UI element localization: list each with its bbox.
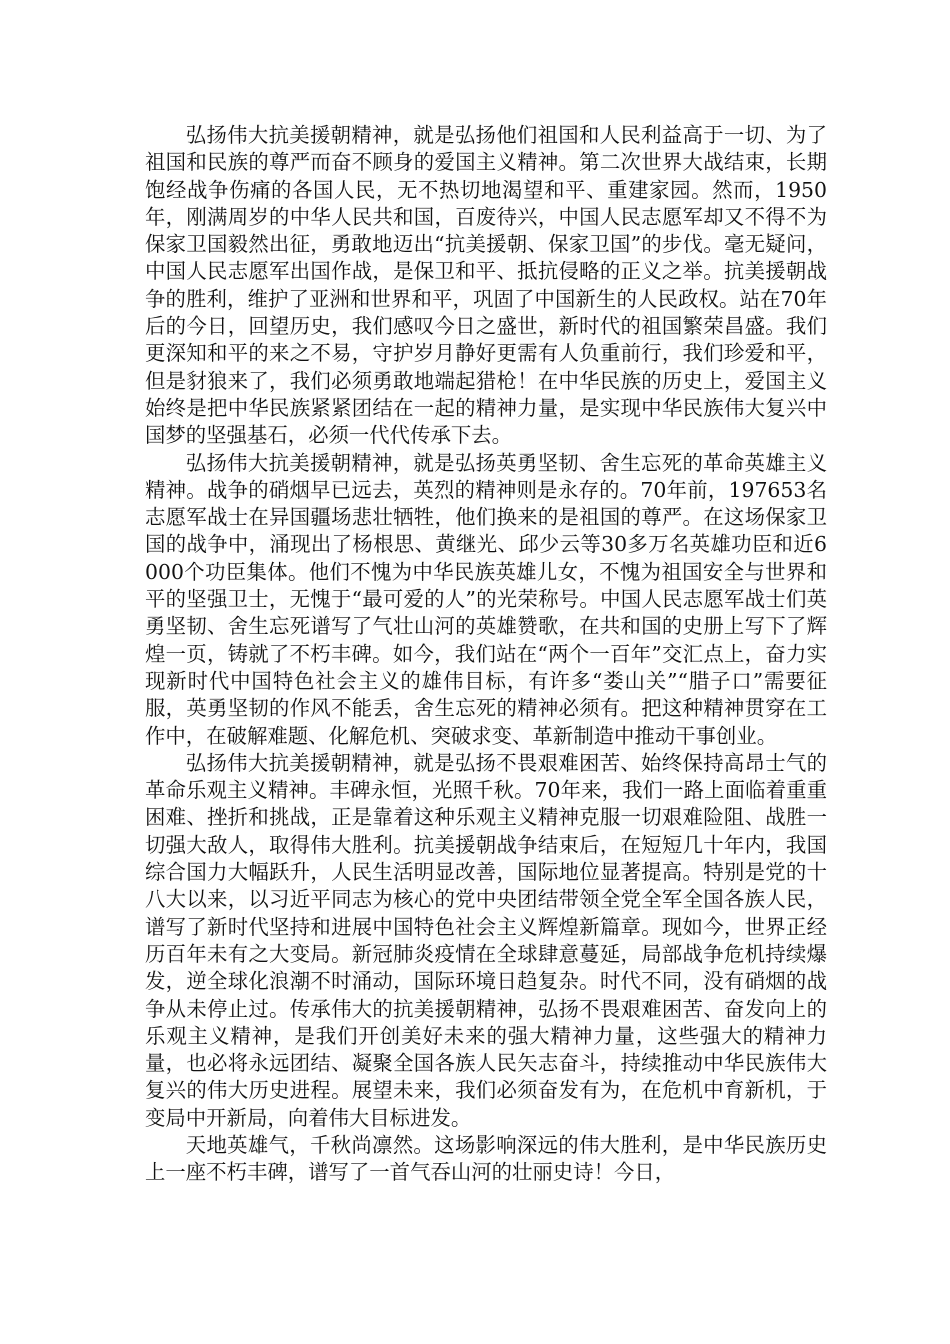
paragraph-patriotism: 弘扬伟大抗美援朝精神，就是弘扬他们祖国和人民利益高于一切、为了祖国和民族的尊严而奋不顾身的爱国主义精神。第二次世界大战结束，长期饱经战争伤痛的各国人民，无不热切地渴望和平、重建家园。然而，1950年，刚满周岁的中华人民共和国，百废待兴，中国人民志愿军却又不得不为保家卫国毅然出征，勇敢地迈出“抗美援朝、保家卫国”的步伐。毫无疑问，中国人民志愿军出国作战，是保卫和平、抵抗侵略的正义之举。抗美援朝战争的胜利，维护了亚洲和世界和平，巩固了中国新生的人民政权。站在70年后的今日，回望历史，我们感叹今日之盛世，新时代的祖国繁荣昌盛。我们更深知和平的来之不易，守护岁月静好更需有人负重前行，我们珍爱和平，但是豺狼来了，我们必须勇敢地端起猎枪！在中华民族的历史上，爱国主义始终是把中华民族紧紧团结在一起的精神力量，是实现中华民族伟大复兴中国梦的坚强基石，必须一代代传承下去。 (145, 123, 827, 448)
document-body (145, 122, 827, 1187)
paragraph-optimism: 弘扬伟大抗美援朝精神，就是弘扬不畏艰难困苦、始终保持高昂士气的革命乐观主义精神。丰碑永恒，光照千秋。70年来，我们一路上面临着重重困难、挫折和挑战，正是靠着这种乐观主义精神克服一切艰难险阻、战胜一切强大敌人，取得伟大胜利。抗美援朝战争结束后，在短短几十年内，我国综合国力大幅跃升，人民生活明显改善，国际地位显著提高。特别是党的十八大以来，以习近平同志为核心的党中央团结带领全党全军全国各族人民，谱写了新时代坚持和进展中国特色社会主义辉煌新篇章。现如今，世界正经历百年未有之大变局。新冠肺炎疫情在全球肆意蔓延，局部战争危机持续爆发，逆全球化浪潮不时涌动，国际环境日趋复杂。时代不同，没有硝烟的战争从未停止过。传承伟大的抗美援朝精神，弘扬不畏艰难困苦、奋发向上的乐观主义精神，是我们开创美好未来的强大精神力量，这些强大的精神力量，也必将永远团结、凝聚全国各族人民矢志奋斗，持续推动中华民族伟大复兴的伟大历史进程。展望未来，我们必须奋发有为，在危机中育新机，于变局中开新局，向着伟大目标进发。 (145, 750, 827, 1130)
paragraph-conclusion: 天地英雄气，千秋尚凛然。这场影响深远的伟大胜利，是中华民族历史上一座不朽丰碑，谱写了一首气吞山河的壮丽史诗！今日， (145, 1132, 827, 1185)
paragraph-heroism: 弘扬伟大抗美援朝精神，就是弘扬英勇坚韧、舍生忘死的革命英雄主义精神。战争的硝烟早已远去，英烈的精神则是永存的。70年前，197653名志愿军战士在异国疆场悲壮牺牲，他们换来的是祖国的尊严。在这场保家卫国的战争中，涌现出了杨根思、黄继光、邱少云等30多万名英雄功臣和近6000个功臣集体。他们不愧为中华民族英雄儿女，不愧为祖国安全与世界和平的坚强卫士，无愧于“最可爱的人”的光荣称号。中国人民志愿军战士们英勇坚韧、舍生忘死谱写了气壮山河的英雄赞歌，在共和国的史册上写下了辉煌一页，铸就了不朽丰碑。如今，我们站在“两个一百年”交汇点上，奋力实现新时代中国特色社会主义的雄伟目标，有许多“娄山关”“腊子口”需要征服，英勇坚韧的作风不能丢，舍生忘死的精神必须有。把这种精神贯穿在工作中，在破解难题、化解危机、突破求变、革新制造中推动干事创业。 (145, 450, 827, 748)
